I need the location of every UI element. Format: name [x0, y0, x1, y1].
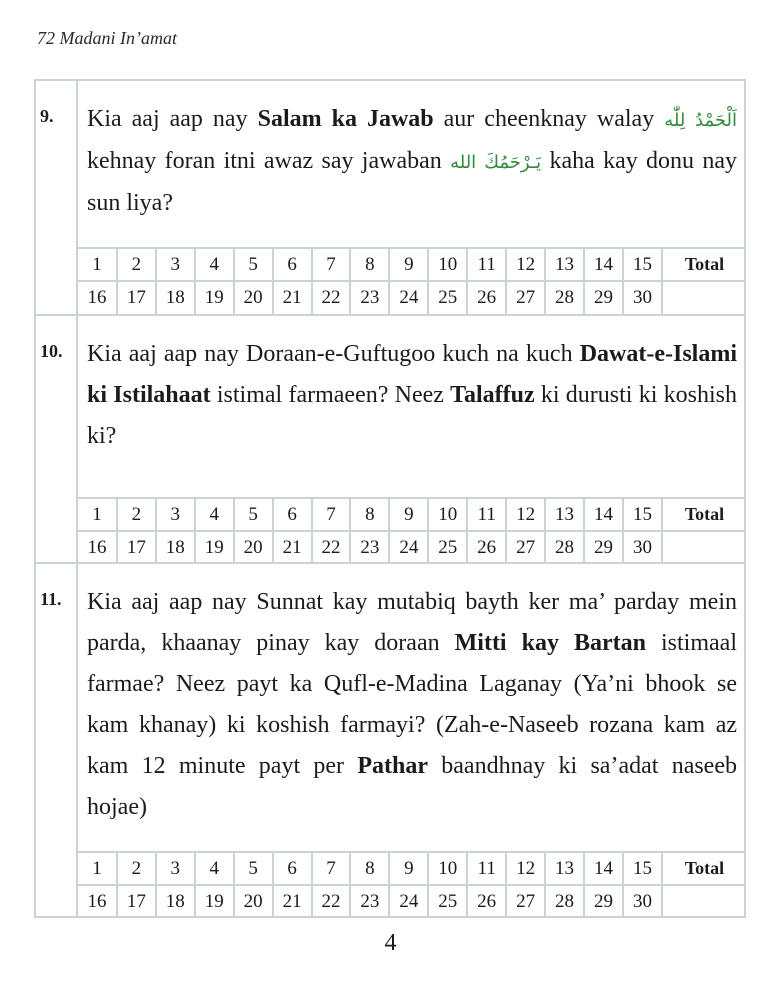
day-cell: 28	[545, 885, 584, 918]
day-cell: 20	[234, 885, 273, 918]
text-segment: Kia aaj aap nay Sunnat kay mutabiq bayth ker ma’ parday mein parda, khaanay pinay kay doraan	[87, 589, 737, 656]
day-cell: 9	[389, 498, 428, 531]
grid-row	[78, 281, 746, 314]
day-cell: 17	[117, 281, 156, 314]
day-cell: 4	[195, 248, 234, 281]
day-cell: 16	[78, 885, 117, 918]
day-cell: 23	[350, 531, 389, 564]
day-cell: 29	[584, 281, 623, 314]
question-body	[76, 316, 744, 564]
text-segment: Kia aaj aap nay	[87, 106, 258, 132]
day-cell: 7	[312, 248, 351, 281]
running-header: 72 Madani In’amat	[37, 28, 177, 48]
day-cell: 22	[312, 281, 351, 314]
day-cell: 12	[506, 852, 545, 885]
day-cell: 15	[623, 498, 662, 531]
checklist-frame	[34, 79, 746, 918]
bold-phrase: Talaffuz	[450, 382, 535, 408]
day-cell: 25	[428, 281, 467, 314]
text-segment: aur cheenknay walay	[433, 106, 665, 132]
text-segment: Kia aaj aap nay Doraan-e-Guftugoo kuch na kuch	[87, 341, 580, 367]
question-number: 11.	[40, 589, 62, 609]
day-cell: 23	[350, 885, 389, 918]
day-cell: 26	[467, 531, 506, 564]
bold-phrase: Mitti kay Bartan	[454, 630, 646, 656]
day-cell: 12	[506, 248, 545, 281]
day-cell: 19	[195, 885, 234, 918]
question-number: 10.	[40, 341, 63, 361]
day-cell: 15	[623, 248, 662, 281]
day-cell: 3	[156, 498, 195, 531]
day-cell: 18	[156, 281, 195, 314]
day-cell: 7	[312, 852, 351, 885]
day-cell: 8	[350, 248, 389, 281]
day-cell: 11	[467, 852, 506, 885]
day-cell: 25	[428, 885, 467, 918]
day-grid	[78, 851, 746, 918]
total-cell	[662, 281, 746, 314]
bold-phrase: Dawat-e-Islami ki Istilahaat	[87, 341, 737, 408]
day-cell: 26	[467, 281, 506, 314]
question-block-10	[36, 314, 744, 564]
bold-phrase: Salam ka Jawab	[257, 106, 434, 132]
day-cell: 7	[312, 498, 351, 531]
day-cell: 5	[234, 248, 273, 281]
day-cell: 5	[234, 852, 273, 885]
question-text	[87, 99, 737, 224]
grid-row	[78, 852, 746, 885]
day-cell: 8	[350, 498, 389, 531]
day-cell: 20	[234, 281, 273, 314]
day-cell: 30	[623, 885, 662, 918]
question-body	[76, 564, 744, 918]
day-cell: 30	[623, 281, 662, 314]
day-cell: 1	[78, 852, 117, 885]
day-cell: 19	[195, 281, 234, 314]
grid-row	[78, 885, 746, 918]
day-cell: 5	[234, 498, 273, 531]
day-cell: 11	[467, 248, 506, 281]
text-segment: ki durusti ki koshish ki?	[87, 382, 737, 449]
day-cell: 21	[273, 531, 312, 564]
day-cell: 4	[195, 498, 234, 531]
day-cell: 23	[350, 281, 389, 314]
text-segment: istimal farmaeen? Neez	[210, 382, 451, 408]
text-segment: baandhnay ki sa’adat naseeb hojae)	[87, 753, 737, 820]
day-cell: 24	[389, 885, 428, 918]
day-cell: 16	[78, 281, 117, 314]
day-cell: 13	[545, 248, 584, 281]
day-cell: 2	[117, 248, 156, 281]
day-cell: 13	[545, 498, 584, 531]
day-cell: 4	[195, 852, 234, 885]
total-cell	[662, 531, 746, 564]
grid-row	[78, 498, 746, 531]
day-cell: 22	[312, 885, 351, 918]
day-cell: 26	[467, 885, 506, 918]
question-block-11	[36, 562, 744, 918]
grid-row	[78, 531, 746, 564]
day-cell: 9	[389, 248, 428, 281]
day-cell: 11	[467, 498, 506, 531]
day-cell: 17	[117, 531, 156, 564]
total-label: Total	[662, 498, 746, 531]
question-block-9	[36, 81, 744, 314]
day-cell: 18	[156, 885, 195, 918]
question-text	[87, 334, 737, 457]
day-cell: 14	[584, 852, 623, 885]
day-cell: 21	[273, 885, 312, 918]
day-cell: 21	[273, 281, 312, 314]
day-cell: 10	[428, 852, 467, 885]
question-text	[87, 582, 737, 828]
day-cell: 17	[117, 885, 156, 918]
question-number: 9.	[40, 106, 54, 126]
day-cell: 20	[234, 531, 273, 564]
arabic-phrase: يَـرْحَمُكَ الله	[450, 152, 542, 173]
text-segment: istimaal farmae? Neez payt ka Qufl-e-Madina Laganay (Ya’ni bhook se kam khanay) ki koshish farmayi? (Zah-e-Naseeb rozana kam az kam 12 minute payt per	[87, 630, 737, 779]
day-cell: 3	[156, 248, 195, 281]
day-cell: 29	[584, 531, 623, 564]
day-cell: 24	[389, 531, 428, 564]
day-cell: 3	[156, 852, 195, 885]
day-cell: 15	[623, 852, 662, 885]
day-cell: 24	[389, 281, 428, 314]
day-cell: 6	[273, 248, 312, 281]
day-cell: 10	[428, 248, 467, 281]
day-cell: 18	[156, 531, 195, 564]
page-number: 4	[384, 930, 397, 956]
day-cell: 25	[428, 531, 467, 564]
day-cell: 2	[117, 852, 156, 885]
day-cell: 10	[428, 498, 467, 531]
day-cell: 27	[506, 281, 545, 314]
day-cell: 1	[78, 248, 117, 281]
day-cell: 22	[312, 531, 351, 564]
day-cell: 30	[623, 531, 662, 564]
day-cell: 28	[545, 531, 584, 564]
day-cell: 12	[506, 498, 545, 531]
day-cell: 1	[78, 498, 117, 531]
day-cell: 16	[78, 531, 117, 564]
day-grid	[78, 497, 746, 564]
day-cell: 14	[584, 248, 623, 281]
day-cell: 19	[195, 531, 234, 564]
grid-row	[78, 248, 746, 281]
day-cell: 27	[506, 885, 545, 918]
total-cell	[662, 885, 746, 918]
day-grid	[78, 247, 746, 314]
day-cell: 14	[584, 498, 623, 531]
day-cell: 6	[273, 498, 312, 531]
text-segment: kaha kay donu nay sun liya?	[87, 148, 738, 216]
day-cell: 8	[350, 852, 389, 885]
day-cell: 28	[545, 281, 584, 314]
arabic-phrase: اَلْحَمْدُ لِلّٰه	[664, 110, 737, 131]
day-cell: 9	[389, 852, 428, 885]
text-segment: kehnay foran itni awaz say jawaban	[87, 148, 451, 174]
bold-phrase: Pathar	[357, 753, 428, 779]
total-label: Total	[662, 852, 746, 885]
day-cell: 6	[273, 852, 312, 885]
day-cell: 27	[506, 531, 545, 564]
question-body	[76, 81, 744, 314]
day-cell: 29	[584, 885, 623, 918]
total-label: Total	[662, 248, 746, 281]
day-cell: 2	[117, 498, 156, 531]
day-cell: 13	[545, 852, 584, 885]
